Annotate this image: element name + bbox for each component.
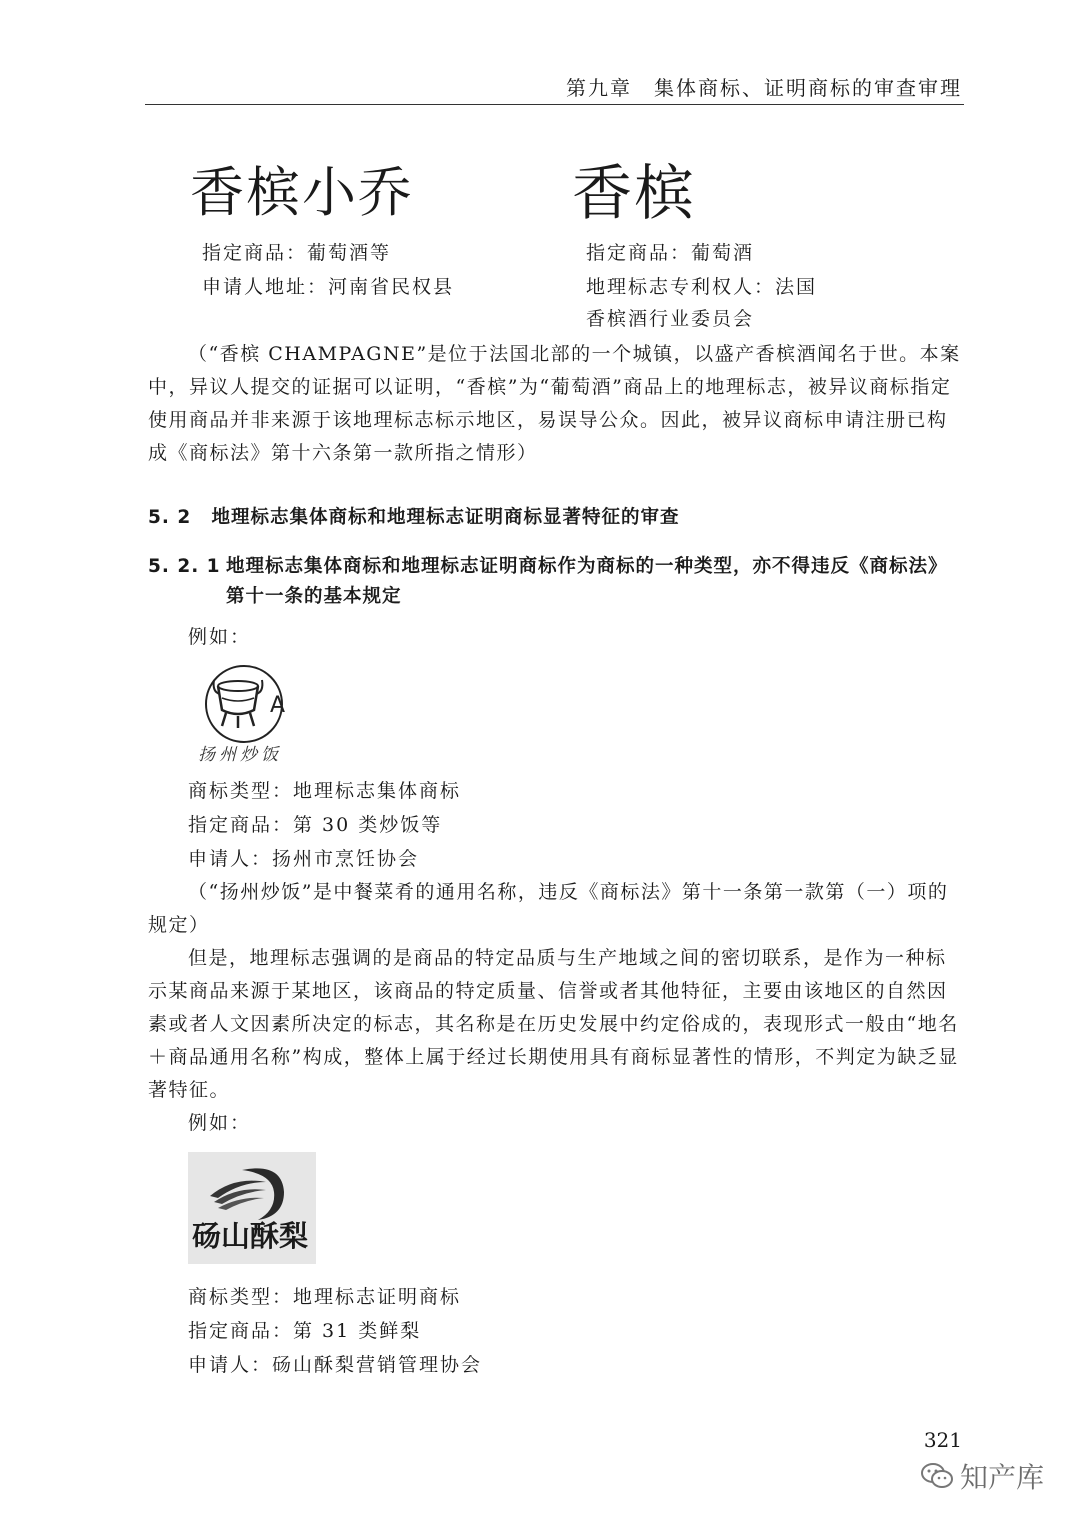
cauldron-emblem-icon bbox=[192, 660, 304, 772]
example-label-2: 例如： bbox=[188, 1112, 252, 1134]
left-goods-line: 指定商品：葡萄酒等 bbox=[202, 242, 392, 264]
yangzhou-fried-rice-logo bbox=[192, 660, 304, 772]
running-header: 第九章 集体商标、证明商标的审查审理 bbox=[566, 76, 962, 100]
wechat-icon bbox=[920, 1461, 954, 1491]
body-paragraph: 但是，地理标志强调的是商品的特定品质与生产地域之间的密切联系，是作为一种标示某商品来源于某地区，该商品的特定质量、信誉或者其他特征，主要由该地区的自然因素或者人文因素所决定的标志，其名称是在历史发展中约定俗成的，表现形式一般由“地名＋商品通用名称”构成，整体上属于经过长期使用具有商标显著性的情形，不判定为缺乏显著特征。 bbox=[148, 947, 959, 1101]
pear-swoosh-icon bbox=[188, 1152, 316, 1264]
section-title: 地理标志集体商标和地理标志证明商标显著特征的审查 bbox=[211, 507, 680, 528]
example-label: 例如： bbox=[188, 626, 252, 648]
logo-text: 砀山酥梨 bbox=[192, 1219, 309, 1253]
subsection-number: 5. 2. 1 bbox=[148, 556, 221, 577]
right-holder-line: 地理标志专利权人：法国 bbox=[586, 276, 818, 298]
page-number: 321 bbox=[923, 1428, 962, 1452]
example2-goods-line: 指定商品：第 30 类炒饭等 bbox=[188, 814, 443, 836]
opposed-mark-text: 香槟小乔 bbox=[190, 161, 414, 224]
example3-goods-line: 指定商品：第 31 类鲜梨 bbox=[188, 1320, 422, 1342]
example2-applicant-line: 申请人：扬州市烹饪协会 bbox=[188, 848, 420, 870]
right-goods-line: 指定商品：葡萄酒 bbox=[586, 242, 755, 264]
watermark-text: 知产库 bbox=[959, 1461, 1044, 1494]
logo-caption: 扬州炒饭 bbox=[198, 745, 282, 765]
right-holder-line-2: 香槟酒行业委员会 bbox=[586, 308, 755, 330]
dangshan-pear-logo bbox=[188, 1152, 316, 1264]
example1-note: （“香槟 CHAMPAGNE”是位于法国北部的一个城镇，以盛产香槟酒闻名于世。本案中，异议人提交的证据可以证明，“香槟”为“葡萄酒”商品上的地理标志，被异议商标指定使用商品并非来源于该地理标志标示地区，易误导公众。因此，被异议商标申请注册已构成《商标法》第十六条第一款所指之情形） bbox=[148, 343, 961, 464]
example3-applicant-line: 申请人：砀山酥梨营销管理协会 bbox=[188, 1354, 483, 1376]
cited-mark-text: 香槟 bbox=[572, 159, 696, 229]
section-number: 5. 2 bbox=[148, 507, 192, 528]
example2-note: （“扬州炒饭”是中餐菜肴的通用名称，违反《商标法》第十一条第一款第（一）项的规定） bbox=[148, 881, 949, 936]
example3-type-line: 商标类型：地理标志证明商标 bbox=[188, 1286, 462, 1308]
subsection-title: 地理标志集体商标和地理标志证明商标作为商标的一种类型，亦不得违反《商标法》第十一条的基本规定 bbox=[226, 556, 948, 607]
header-rule bbox=[145, 104, 964, 105]
logo-letter: A bbox=[270, 693, 286, 718]
watermark bbox=[920, 1456, 1044, 1496]
section-heading-5-2 bbox=[148, 503, 964, 533]
section-heading-5-2-1 bbox=[148, 552, 964, 612]
example2-type-line: 商标类型：地理标志集体商标 bbox=[188, 780, 462, 802]
left-address-line: 申请人地址：河南省民权县 bbox=[202, 276, 455, 298]
